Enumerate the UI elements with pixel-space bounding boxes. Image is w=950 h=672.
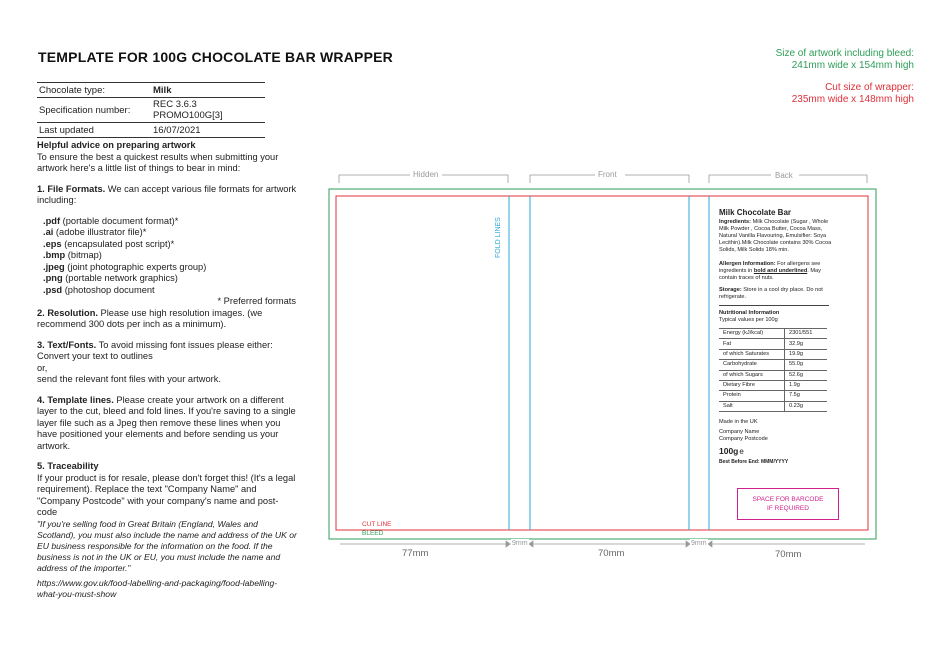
spec-key: Last updated bbox=[37, 123, 151, 138]
fold-lines-label: FOLD LINES bbox=[495, 217, 502, 258]
list-item: .bmp (bitmap) bbox=[43, 250, 102, 260]
spec-value: REC 3.6.3 PROMO100G[3] bbox=[151, 98, 265, 123]
ingredients: Ingredients: Milk Chocolate (Sugar , Whole Milk Powder , Cocoa Butter, Cocoa Mass, Natural Vanilla Flavouring, Emulsifier: Soya Lecithin).Milk Chocolate contains 30% Cocoa Solids, Milk Solids 18% min. bbox=[719, 219, 832, 253]
spec-key: Chocolate type: bbox=[37, 83, 151, 98]
fonts-option-1: Convert your text to outlines bbox=[37, 351, 153, 361]
section-text: We can accept various file formats for artwork including: bbox=[37, 183, 297, 205]
barcode-line-2: IF REQUIRED bbox=[767, 505, 809, 512]
section-text-fonts: 3. Text/Fonts. To avoid missing font issues please either: bbox=[37, 339, 273, 350]
list-item: .psd (photoshop document bbox=[43, 284, 155, 295]
table-row: Dietary Fibre 1.9g bbox=[719, 380, 827, 390]
company-name: Company Name bbox=[719, 429, 760, 435]
spec-key: Specification number: bbox=[37, 98, 151, 123]
nutrition-title: Nutritional Information bbox=[719, 310, 780, 316]
product-name: Milk Chocolate Bar bbox=[719, 208, 792, 217]
cut-line-label: CUT LINE bbox=[362, 521, 392, 528]
table-row: of which Saturates 19.9g bbox=[719, 349, 827, 359]
best-before: Best Before End: MMM/YYYY bbox=[719, 459, 789, 465]
section-resolution: 2. Resolution. Please use high resolution images. (we recommend 300 dots per inch as a minimum). bbox=[37, 307, 263, 329]
cut-size-value: 235mm wide x 148mm high bbox=[791, 94, 914, 105]
allergen-info: Allergen Information: For allergens see ingredients in bold and underlined. May contain traces of nuts. bbox=[719, 261, 821, 281]
table-row: of which Sugars 52.6g bbox=[719, 370, 827, 380]
artwork-size-label: Size of artwork including bleed: bbox=[775, 48, 914, 59]
preferred-note: * Preferred formats bbox=[217, 296, 296, 306]
section-heading: 1. File Formats. bbox=[37, 183, 106, 194]
panel-label-front: Front bbox=[598, 170, 617, 179]
dim-back: 70mm bbox=[775, 549, 802, 560]
net-weight: 100ge bbox=[719, 446, 744, 456]
fold-lines bbox=[509, 196, 709, 530]
made-in: Made in the UK bbox=[719, 419, 758, 425]
nutrition-table bbox=[719, 328, 827, 412]
dim-front: 70mm bbox=[598, 548, 625, 559]
table-row: Carbohydrate 55.0g bbox=[719, 360, 827, 370]
list-item: .jpeg (joint photographic experts group) bbox=[43, 261, 207, 272]
estimated-sign-icon: e bbox=[739, 447, 744, 456]
cut-size-label: Cut size of wrapper: bbox=[825, 82, 914, 93]
section-template-lines: 4. Template lines. Please create your artwork on a different layer to the cut, bleed and fold lines. If you're saving to a single layer file such as a Jpeg then remove these lines when you have positioned your elements and before sending us your artwork. bbox=[37, 394, 296, 451]
table-row: Energy (kJ/kcal) 2301/551 bbox=[719, 329, 827, 339]
artwork-size-value: 241mm wide x 154mm high bbox=[791, 60, 914, 71]
barcode-line-1: SPACE FOR BARCODE bbox=[752, 496, 824, 503]
advice-intro: To ensure the best a quickest results when submitting your artwork here's a little list of things to bear in mind: bbox=[37, 151, 279, 173]
list-item: .pdf (portable document format)* bbox=[43, 215, 179, 226]
bleed-label: BLEED bbox=[362, 530, 384, 537]
list-item: .png (portable network graphics) bbox=[43, 273, 178, 283]
fonts-option-2: send the relevant font files with your artwork. bbox=[37, 374, 221, 384]
storage-info: Storage: Store in a cool dry place. Do not refrigerate. bbox=[719, 287, 823, 300]
spec-value: Milk bbox=[151, 83, 265, 98]
dim-hidden: 77mm bbox=[402, 548, 429, 559]
gov-link[interactable]: https://www.gov.uk/food-labelling-and-packaging/food-labelling-what-you-must-show bbox=[37, 577, 278, 599]
dim-fold-1: 9mm bbox=[512, 540, 528, 547]
table-row: Fat 32.9g bbox=[719, 339, 827, 349]
barcode-placeholder bbox=[737, 488, 839, 520]
section-traceability-text: If your product is for resale, please don't forget this! (It's a legal requirement). Replace the text "Company Name" and "Company Postcode" with your company's name and post-code bbox=[37, 472, 296, 517]
page-title: TEMPLATE FOR 100G CHOCOLATE BAR WRAPPER bbox=[38, 49, 393, 65]
legal-quote: "If you're selling food in Great Britain (England, Wales and Scotland), you must also include the name and address of the UK or EU business responsible for the information on the food. If the business is not in the UK or EU, you must include the name and address of the importer." bbox=[37, 518, 297, 573]
dimension-arrows bbox=[340, 541, 865, 547]
spec-value: 16/07/2021 bbox=[151, 123, 265, 138]
panel-label-back: Back bbox=[775, 171, 793, 180]
panel-label-hidden: Hidden bbox=[413, 170, 439, 179]
back-panel bbox=[719, 209, 837, 466]
company-postcode: Company Postcode bbox=[719, 436, 768, 442]
section-traceability-heading: 5. Traceability bbox=[37, 461, 99, 471]
table-row: Protein 7.5g bbox=[719, 391, 827, 401]
list-item: .eps (encapsulated post script)* bbox=[43, 238, 175, 249]
dim-fold-2: 9mm bbox=[691, 540, 707, 547]
table-row: Salt 0.23g bbox=[719, 401, 827, 411]
advice-heading: Helpful advice on preparing artwork bbox=[37, 140, 196, 150]
list-item: .ai (adobe illustrator file)* bbox=[43, 227, 147, 237]
nutrition-subtitle: Typical values per 100g bbox=[719, 317, 778, 323]
fonts-option-or: or, bbox=[37, 362, 48, 373]
